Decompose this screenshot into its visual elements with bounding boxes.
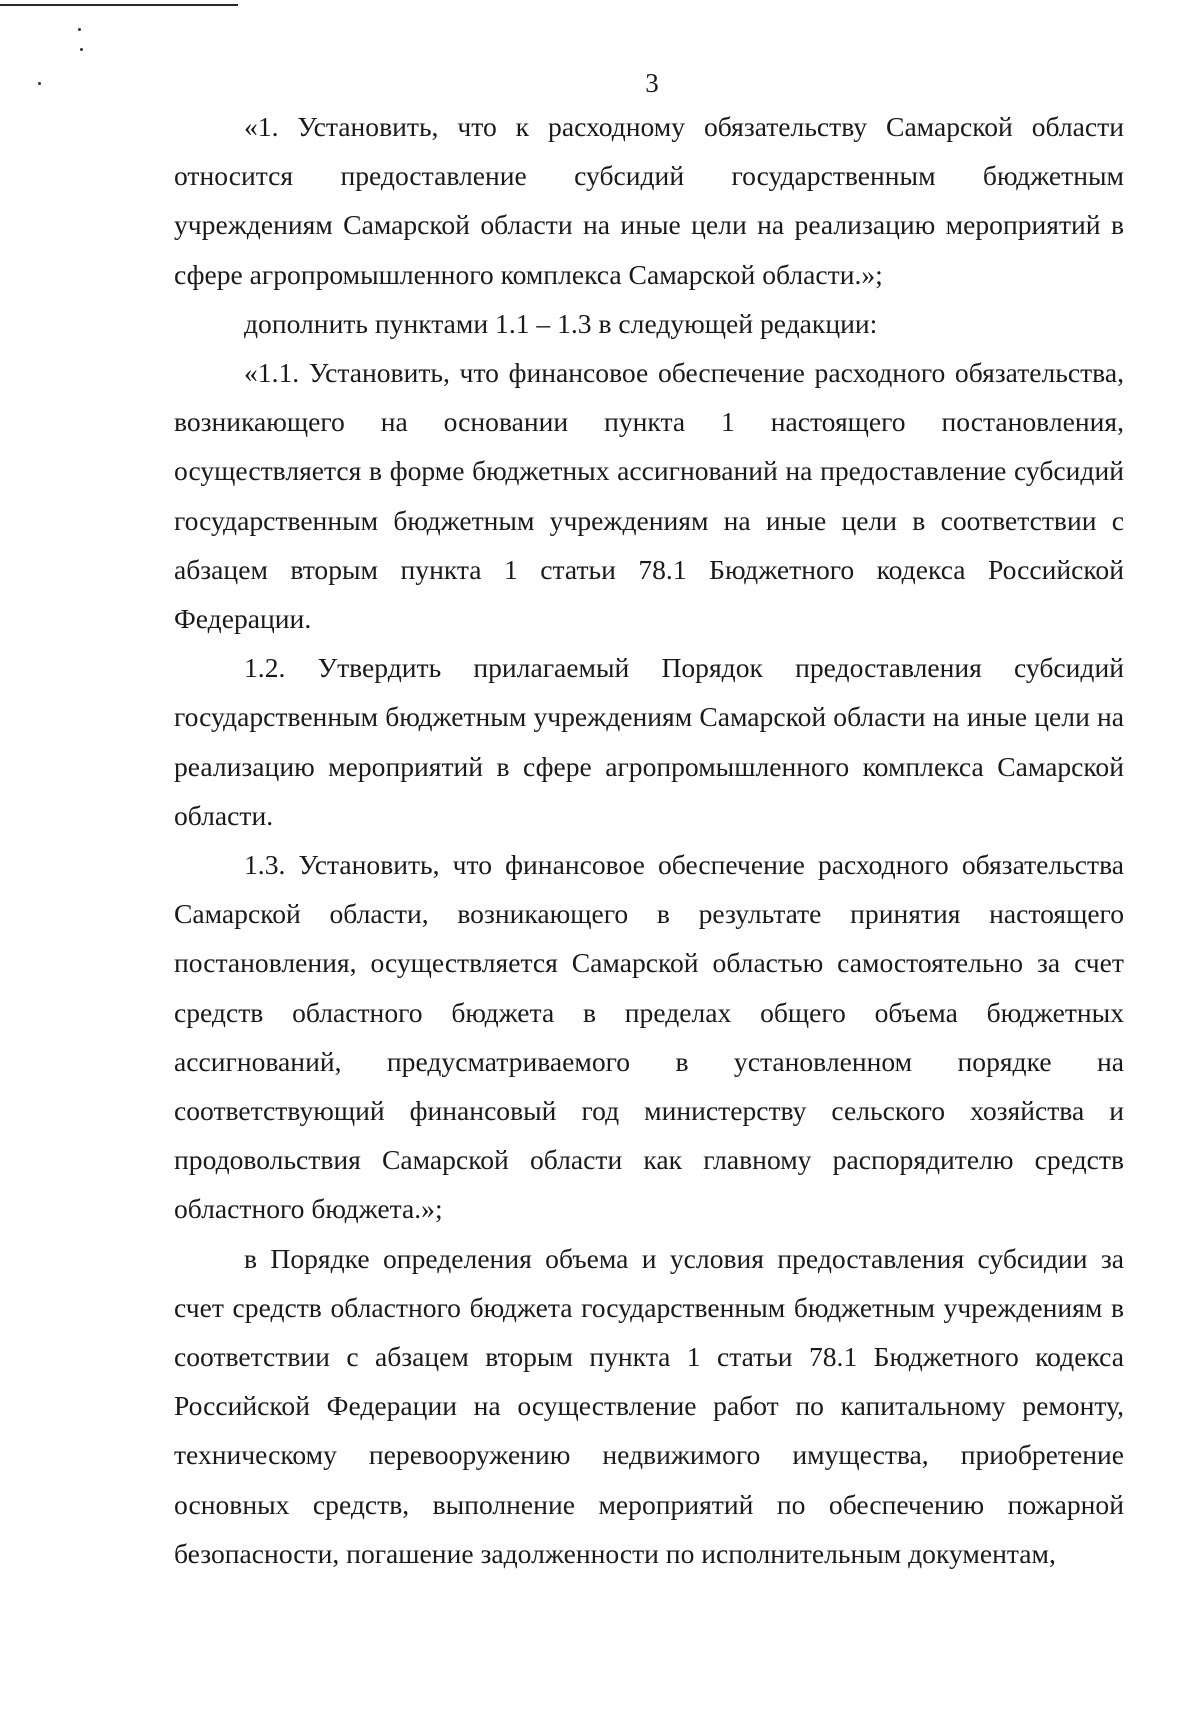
document-body <box>174 102 1124 1578</box>
scan-speck <box>78 28 81 31</box>
scan-speck <box>38 82 41 85</box>
paragraph-4: 1.2. Утвердить прилагаемый Порядок предоставления субсидий государственным бюджетным учреждениям Самарской области на иные цели на реализацию мероприятий в сфере агропромышленного комплекса Самарской области. <box>174 652 1124 831</box>
paragraph-3: «1.1. Установить, что финансовое обеспечение расходного обязательства, возникающего на основании пункта 1 настоящего постановления, осуществляется в форме бюджетных ассигнований на предоставление субсидий государственным бюджетным учреждениям на иные цели в соответствии с абзацем вторым пункта 1 статьи 78.1 Бюджетного кодекса Российской Федерации. <box>174 357 1124 635</box>
page-number: 3 <box>645 68 659 98</box>
paragraph-6: в Порядке определения объема и условия предоставления субсидии за счет средств областного бюджета государственным бюджетным учреждениям в соответствии с абзацем вторым пункта 1 статьи 78.1 Бюджетного кодекса Российской Федерации на осуществление работ по капитальному ремонту, техническому перевооружению недвижимого имущества, приобретение основных средств, выполнение мероприятий по обеспечению пожарной безопасности, погашение задолженности по исполнительным документам, <box>174 1242 1124 1569</box>
paragraph-5: 1.3. Установить, что финансовое обеспечение расходного обязательства Самарской области, возникающего в результате принятия настоящего постановления, осуществляется Самарской областью самостоятельно за счет средств областного бюджета в пределах общего объема бюджетных ассигнований, предусматриваемого в установленном порядке на соответствующий финансовый год министерству сельского хозяйства и продовольствия Самарской области как главному распорядителю средств областного бюджета.»; <box>174 849 1124 1225</box>
scan-speck <box>80 48 83 51</box>
paragraph-2: дополнить пунктами 1.1 – 1.3 в следующей редакции: <box>244 307 878 339</box>
scan-edge-line <box>0 4 238 6</box>
paragraph-1: «1. Установить, что к расходному обязательству Самарской области относится предоставление субсидий государственным бюджетным учреждениям Самарской области на иные цели на реализацию мероприятий в сфере агропромышленного комплекса Самарской области.»; <box>174 111 1124 290</box>
